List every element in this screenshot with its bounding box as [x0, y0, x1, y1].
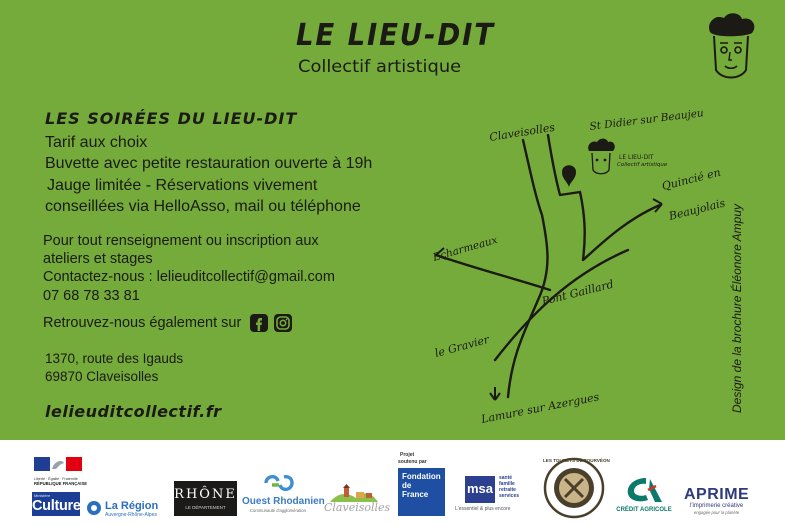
map-label-quincie-1: Quincié en [660, 165, 722, 193]
culture-label: Culture [32, 498, 81, 514]
soirees-line: Buvette avec petite restauration ouverte à 19h [45, 155, 373, 172]
address-line: 69870 Claveisolles [45, 369, 159, 384]
fondation-top-2: soutenu par [398, 459, 427, 465]
msa-line: services [499, 493, 520, 499]
map-label-pont-gaillard: Pont Gaillard [540, 277, 615, 308]
marianne-flag-icon [34, 457, 82, 471]
msa-tagline: L'essentiel & plus encore [455, 506, 511, 512]
claveisolles-label: Claveisolles [324, 501, 391, 514]
map-pin-icon [562, 165, 576, 187]
map-label-claveisolles: Claveisolles [488, 120, 556, 144]
aprime-label: APRIME [684, 486, 750, 503]
map-label-lamure: Lamure sur Azergues [480, 390, 601, 426]
map-arrow-south [490, 387, 500, 400]
website-link[interactable]: lelieuditcollectif.fr [45, 402, 222, 421]
region-label: La Région [105, 500, 159, 512]
fondation-line-2: de [402, 481, 412, 490]
credit-agricole-emblem-icon [624, 476, 664, 504]
ouest-rhodanien-sub: Communauté d'agglomération [250, 508, 306, 513]
republique-motto: Liberté · Égalité · Fraternité [34, 477, 78, 481]
contact-email-line: Contactez-nous : lelieuditcollectif@gmail.com [43, 269, 335, 285]
aprime-sub-2: engagée pour la planète [694, 510, 740, 515]
les-tourets-emblem-icon [543, 457, 610, 519]
soirees-heading: LES SOIRÉES DU LIEU-DIT [45, 109, 298, 128]
claveisolles-logo [324, 484, 391, 516]
soirees-line: Tarif aux choix [45, 134, 148, 151]
contact-phone: 07 68 78 33 81 [43, 288, 140, 304]
fondation-top-1: Projet [400, 452, 415, 458]
map-logo-text-2: Collectif artistique [617, 162, 668, 168]
aprime-sub-1: l'imprimerie créative [690, 503, 744, 509]
soirees-line: Jauge limitée - Réservations vivement [47, 177, 318, 194]
fondation-line-1: Fondation [402, 472, 441, 481]
collective-head-logo [700, 10, 760, 82]
facebook-icon[interactable] [250, 314, 268, 332]
access-map [420, 95, 740, 430]
fondation-line-3: France [402, 490, 429, 499]
aprime-logo [684, 486, 768, 516]
map-label-le-gravier: le Gravier [433, 332, 491, 360]
map-road-branch [548, 135, 580, 195]
social-row [43, 313, 294, 333]
republique-francaise-logo [34, 457, 88, 489]
social-label: Retrouvez-nous également sur [43, 315, 242, 331]
les-tourets-label: LES TOURETS DE TOURVÉON [543, 458, 610, 463]
ouest-rhodanien-logo [240, 472, 325, 516]
credit-agricole-logo [608, 476, 680, 516]
rhone-sub: LE DÉPARTEMENT [185, 505, 226, 510]
map-road-pont-gaillard [495, 250, 628, 360]
map-label-quincie-2: Beaujolais [667, 196, 727, 223]
map-road-west [436, 255, 550, 290]
msa-line: retraite [499, 487, 516, 493]
les-tourets-logo [543, 457, 610, 519]
region-emblem-icon [86, 500, 102, 516]
credit-agricole-label: CRÉDIT AGRICOLE [616, 507, 672, 513]
ouest-rhodanien-label: Ouest Rhodanien [242, 496, 325, 507]
design-credit: Design de la brochure Éléonore Ampuy [730, 203, 744, 413]
fondation-de-france-logo [398, 468, 445, 516]
address-line: 1370, route des Igauds [45, 351, 184, 366]
map-label-st-didier: St Didier sur Beaujeu [588, 107, 705, 133]
contact-line: ateliers et stages [43, 251, 153, 267]
rhone-label: RHÔNE [174, 487, 237, 502]
map-logo-icon [588, 139, 615, 174]
culture-logo [32, 492, 80, 516]
culture-small-text: Ministère [34, 493, 51, 498]
msa-line: santé [499, 475, 513, 481]
instagram-icon[interactable] [274, 314, 292, 332]
page-title: LE LIEU-DIT [296, 18, 495, 53]
soirees-line: conseillées via HelloAsso, mail ou téléphone [45, 198, 361, 215]
map-road-main [508, 140, 548, 397]
msa-logo [453, 474, 535, 514]
map-label-echarmeaux: Echarmeaux [431, 233, 499, 264]
republique-name: RÉPUBLIQUE FRANÇAISE [34, 481, 88, 486]
region-logo [86, 498, 172, 520]
rhone-logo [174, 481, 237, 516]
ouest-rhodanien-emblem-icon [262, 472, 296, 494]
region-sub: Auvergne-Rhône-Alpes [105, 512, 157, 518]
map-logo-text-1: LE LIEU-DIT [619, 154, 654, 161]
claveisolles-village-icon [330, 484, 378, 502]
msa-square [465, 476, 495, 503]
contact-line: Pour tout renseignement ou inscription aux [43, 233, 319, 249]
map-road-east [580, 192, 660, 260]
msa-line: famille [499, 481, 515, 487]
msa-label: msa [466, 481, 494, 496]
page-subtitle: Collectif artistique [298, 57, 462, 77]
